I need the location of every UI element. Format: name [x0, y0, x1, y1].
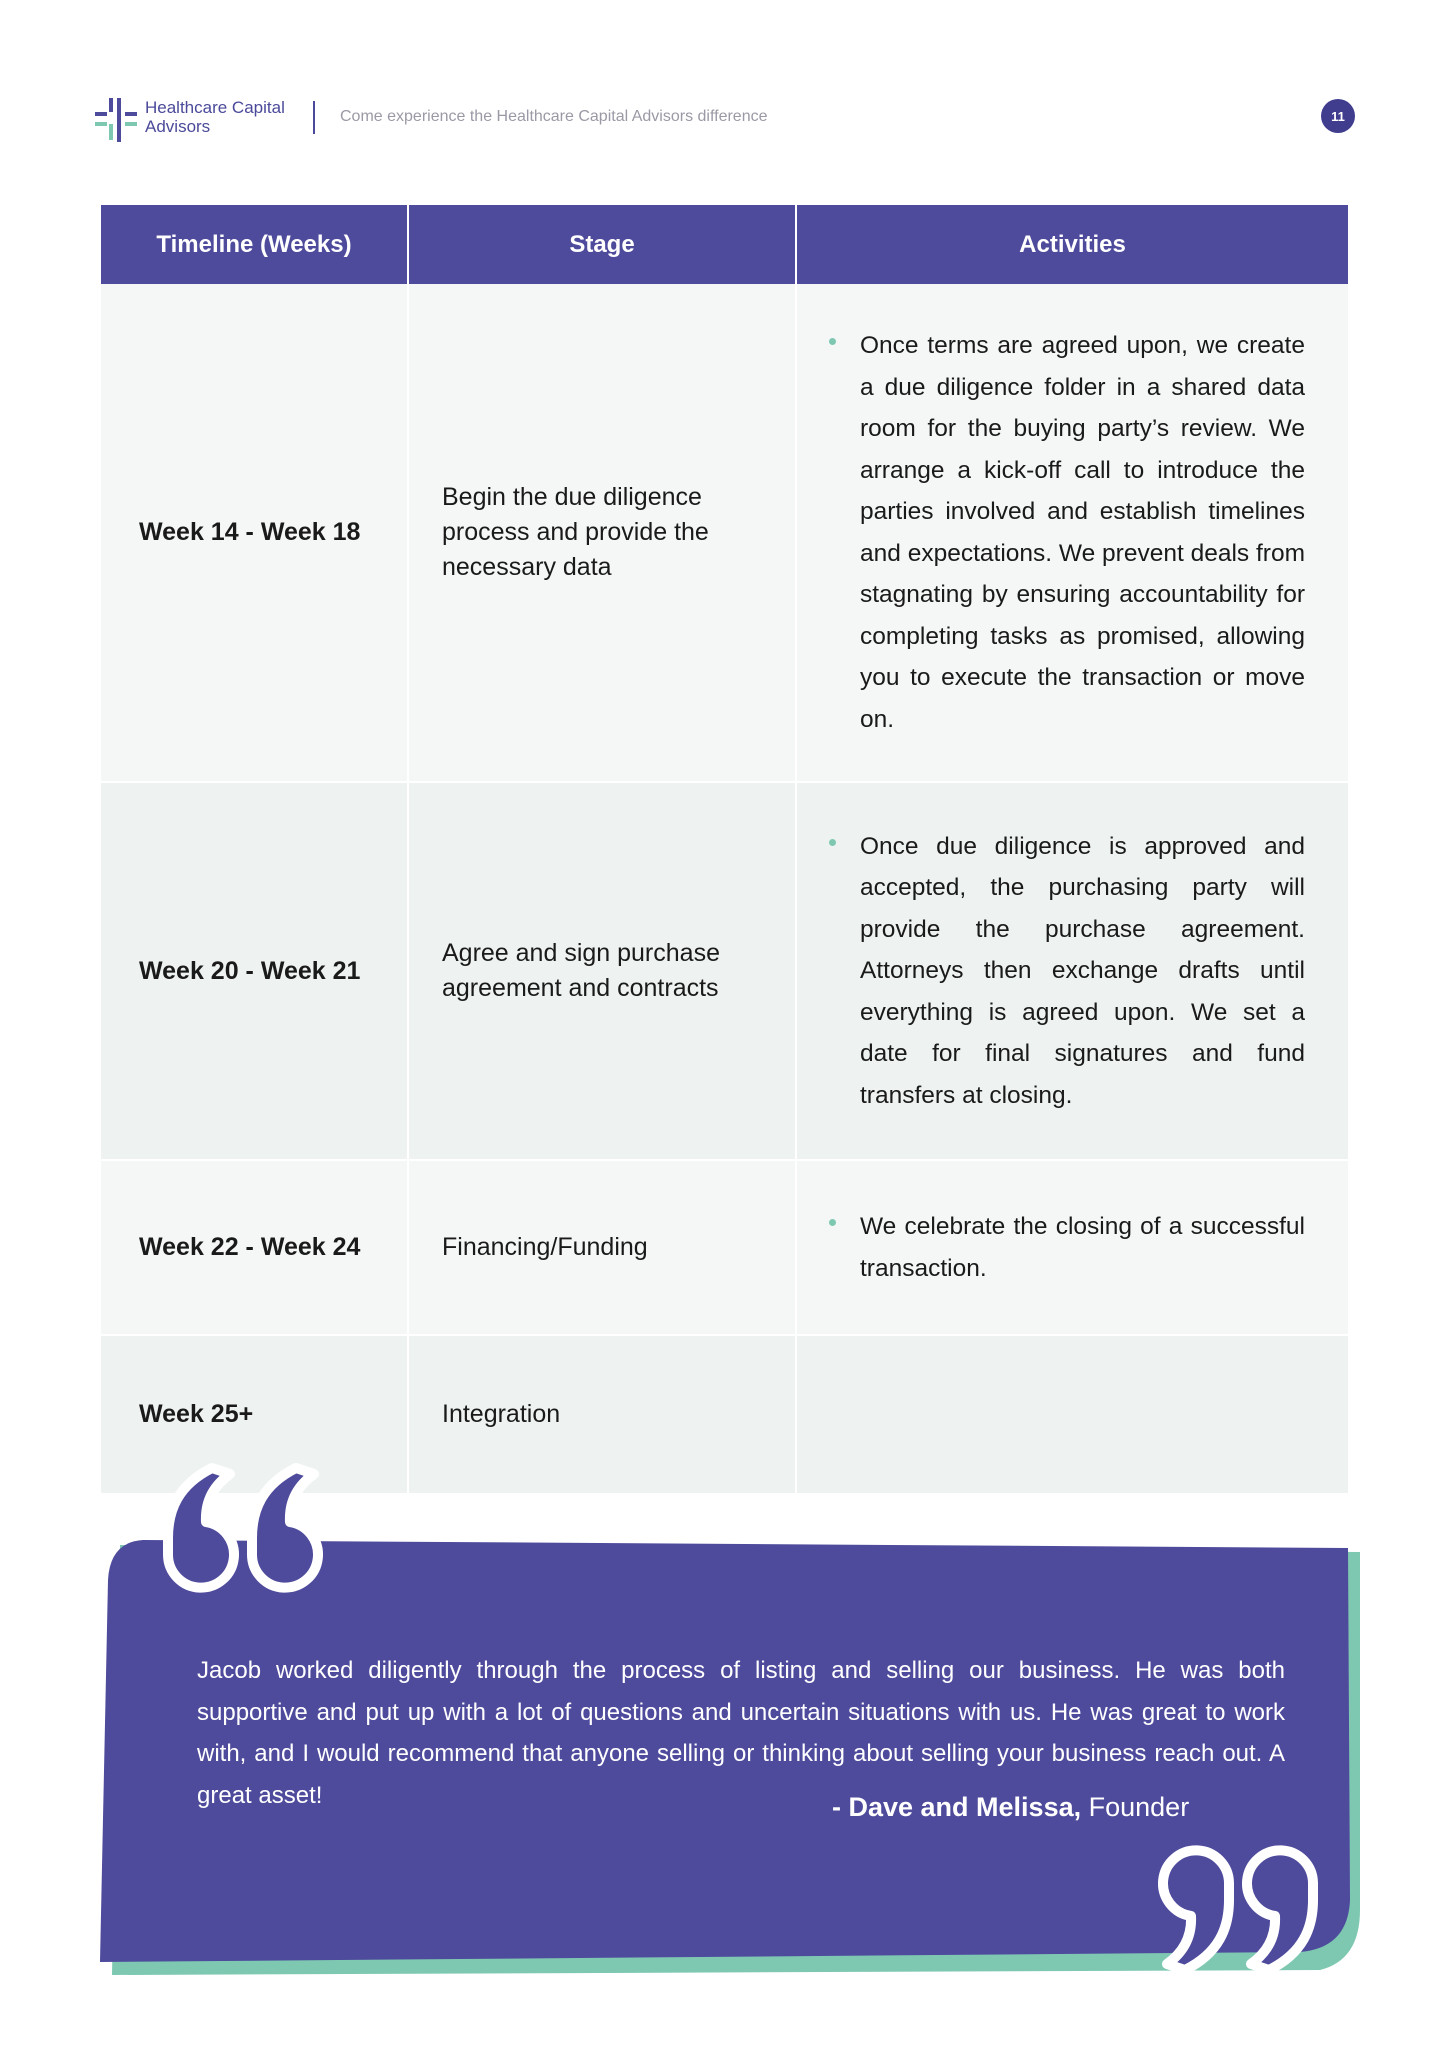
page-header	[95, 96, 1355, 142]
table-row	[101, 781, 1348, 1159]
stage-cell: Agree and sign purchase agreement and contracts	[409, 783, 795, 1159]
table-header-row	[101, 205, 1348, 284]
activity-bullet	[829, 1206, 1305, 1289]
table-row	[101, 1159, 1348, 1334]
page-number-badge: 11	[1321, 99, 1355, 133]
testimonial-author: - Dave and Melissa,	[832, 1792, 1082, 1822]
activities-cell	[797, 284, 1348, 781]
timeline-cell: Week 22 - Week 24	[101, 1161, 407, 1334]
activity-bullet	[829, 826, 1305, 1117]
testimonial-role: Founder	[1088, 1792, 1190, 1822]
header-stage: Stage	[409, 205, 795, 284]
activity-text: Once due diligence is approved and accepted, the purchasing party will provide the purchase agreement. Attorneys then exchange drafts until everything is agreed upon. We set a date for final signatures and fund transfers at closing.	[860, 832, 1305, 1109]
header-timeline: Timeline (Weeks)	[101, 205, 407, 284]
stage-cell: Financing/Funding	[409, 1161, 795, 1334]
activity-bullet	[829, 325, 1305, 740]
timeline-cell: Week 14 - Week 18	[101, 284, 407, 781]
activity-text: We celebrate the closing of a successful transaction.	[860, 1213, 1305, 1282]
bullet-dot-icon	[829, 839, 836, 846]
activity-text: Once terms are agreed upon, we create a due diligence folder in a shared data room for the buying party’s review. We arrange a kick-off call to introduce the parties involved and establish timelines and expectations. We prevent deals from stagnating by ensuring accountability for completing tasks as promised, allowing you to execute the transaction or move on.	[860, 332, 1305, 733]
header-tagline: Come experience the Healthcare Capital Advisors difference	[340, 108, 768, 125]
healthcare-cross-logo-icon	[95, 98, 139, 142]
testimonial-card	[0, 1460, 1449, 2000]
bullet-dot-icon	[829, 338, 836, 345]
timeline-table	[101, 205, 1348, 1493]
activities-cell	[797, 783, 1348, 1159]
brand-name	[145, 98, 285, 136]
testimonial-quote: Jacob worked diligently through the process of listing and selling our business. He was both supportive and put up with a lot of questions and uncertain situations with us. He was great to work with, and I would recommend that anyone selling or thinking about selling your business reach out. A great asset!	[197, 1657, 1285, 1809]
header-activities: Activities	[797, 205, 1348, 284]
table-row	[101, 284, 1348, 781]
brand-line-1: Healthcare Capital	[145, 98, 285, 117]
testimonial-attribution	[832, 1792, 1189, 1823]
stage-cell: Begin the due diligence process and provide the necessary data	[409, 284, 795, 781]
timeline-cell: Week 20 - Week 21	[101, 783, 407, 1159]
activities-cell	[797, 1161, 1348, 1334]
header-divider	[313, 101, 315, 134]
timeline-cell: Week 25+	[101, 1336, 407, 1493]
bullet-dot-icon	[829, 1219, 836, 1226]
brand-line-2: Advisors	[145, 117, 211, 136]
stage-cell: Integration	[409, 1336, 795, 1493]
